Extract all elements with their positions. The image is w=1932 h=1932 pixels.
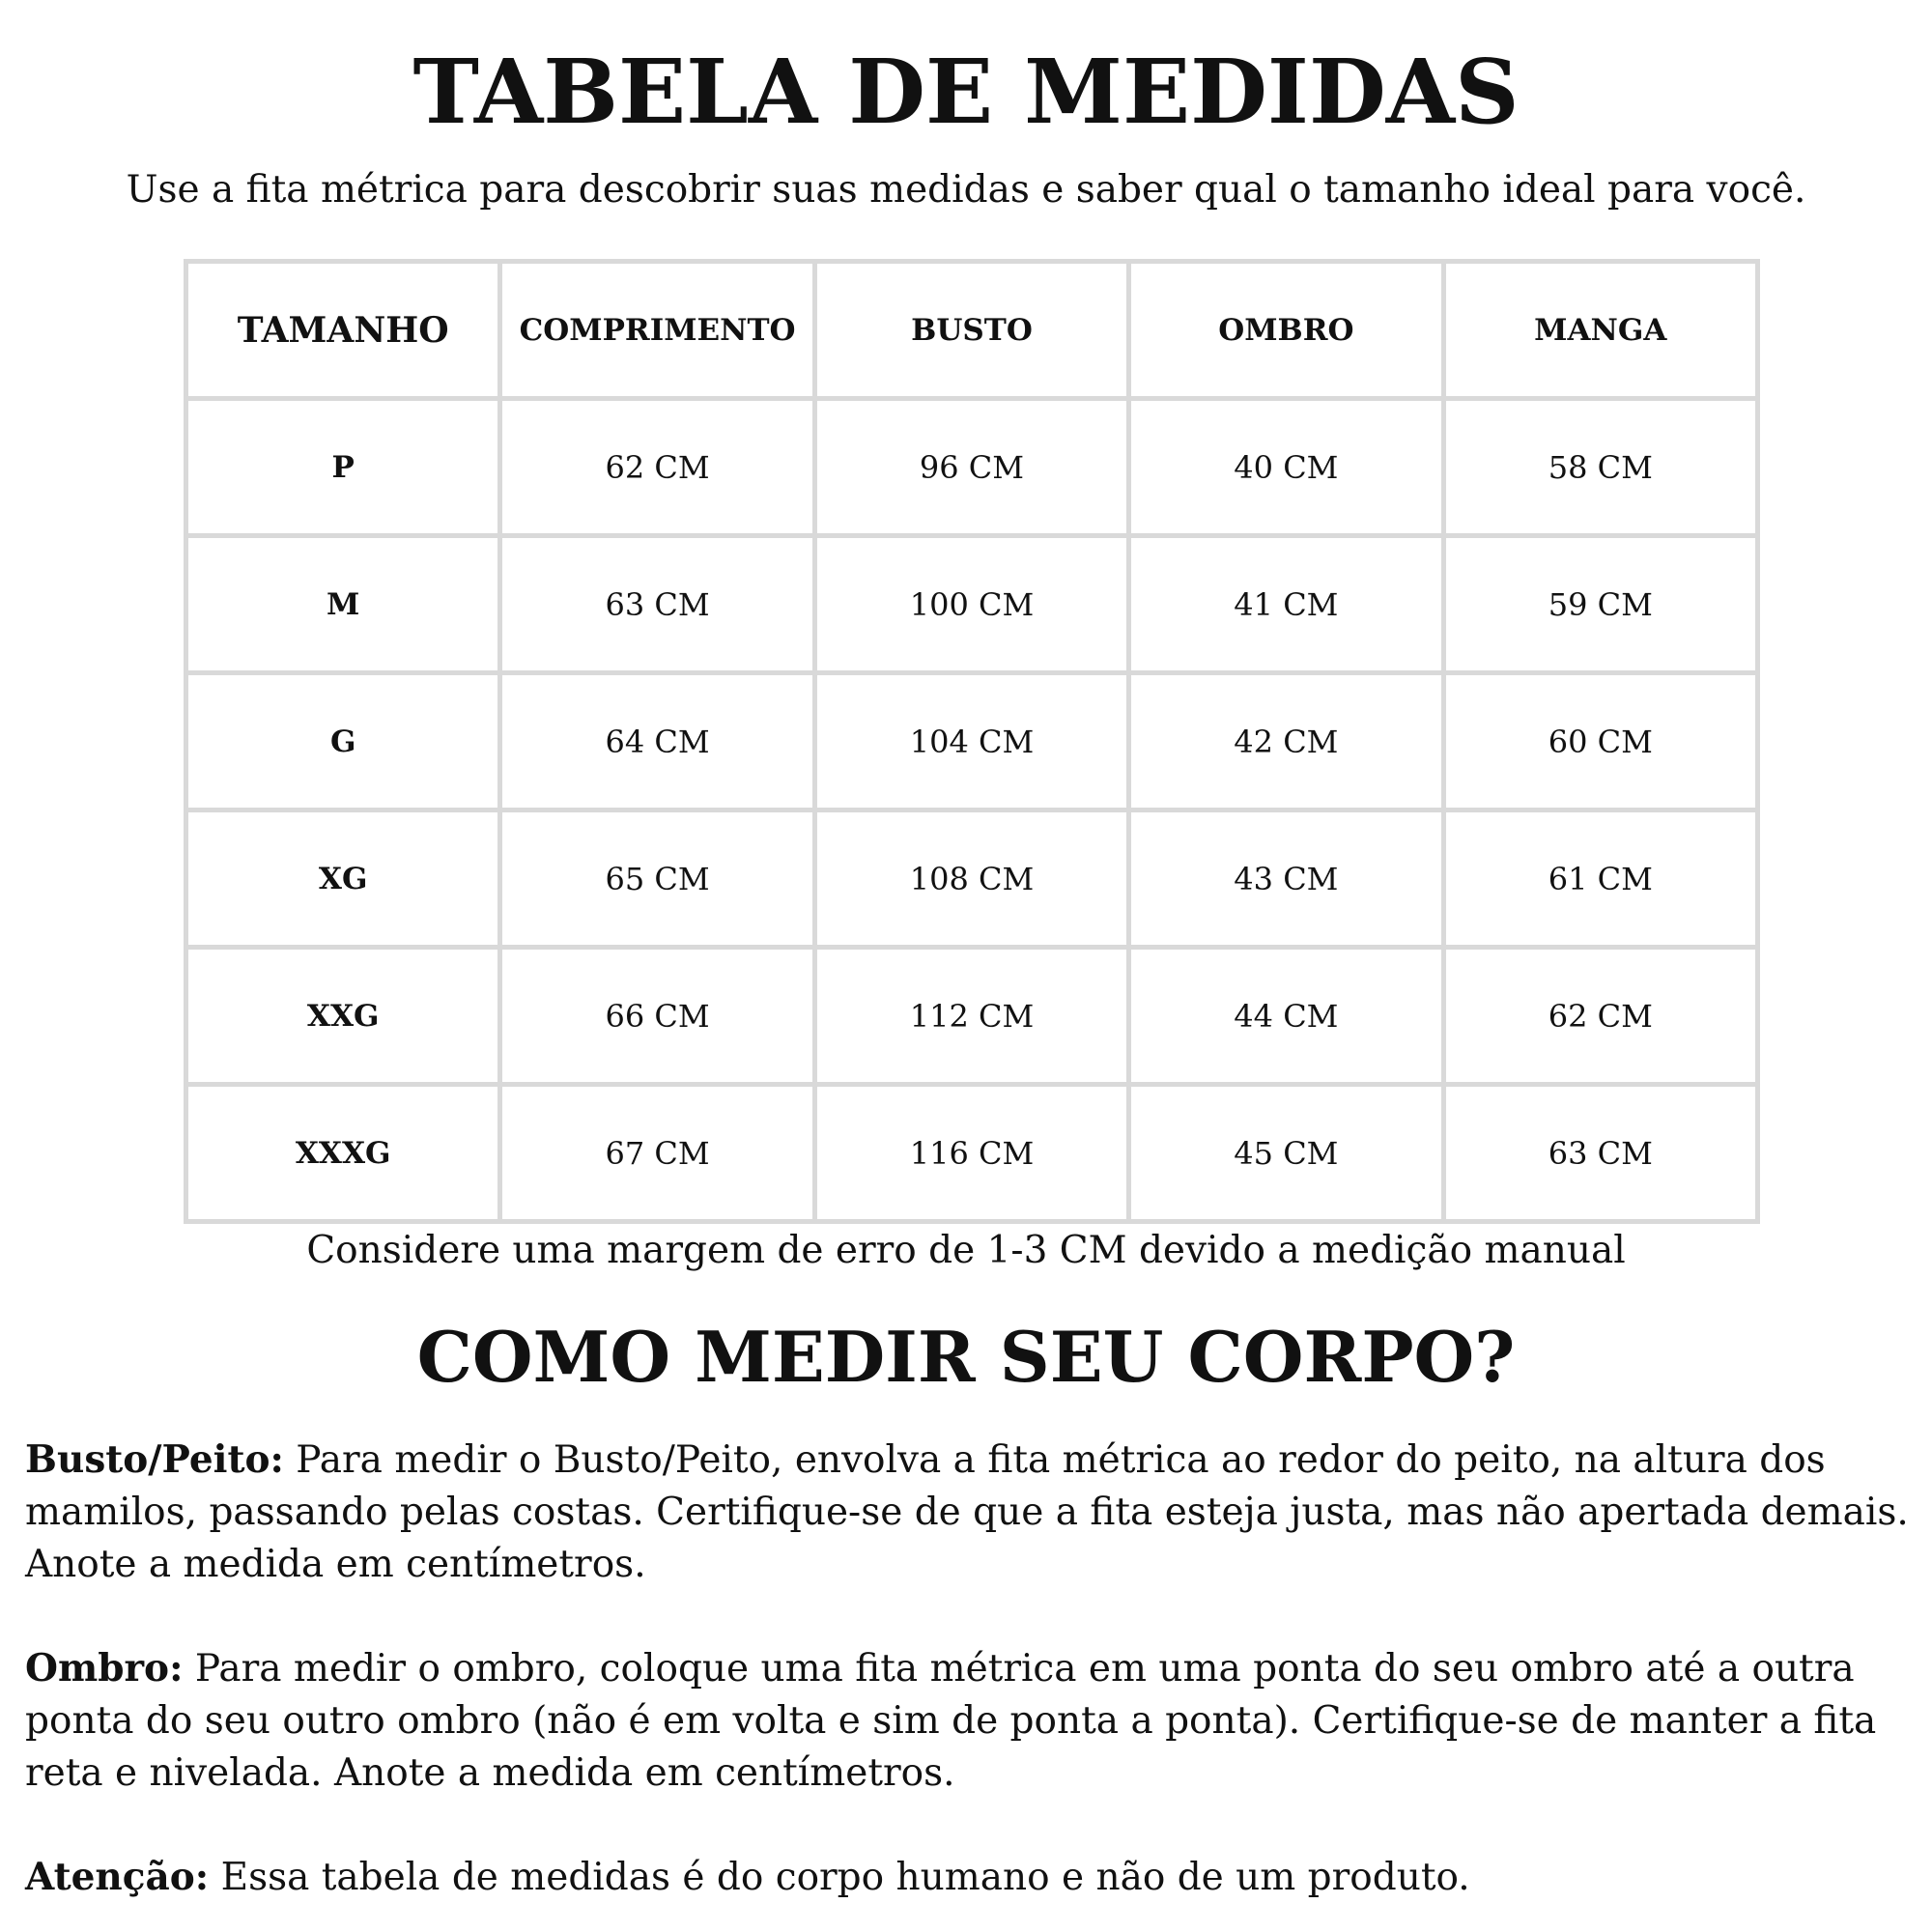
page-title: TABELA DE MEDIDAS: [412, 40, 1520, 144]
ombro-cell: 40 CM: [1129, 399, 1443, 536]
instruction-text: Para medir o ombro, coloque uma fita métrica em uma ponta do seu ombro até a outra ponta do seu outro ombro (não é em volta e sim de ponta a ponta). Certifique-se de manter a fita reta e nivelada. Anote a medida em centímetros.: [25, 1647, 1877, 1795]
column-header-busto: BUSTO: [814, 262, 1128, 399]
busto-cell: 116 CM: [814, 1085, 1128, 1222]
ombro-cell: 42 CM: [1129, 673, 1443, 810]
manga-cell: 61 CM: [1443, 810, 1757, 948]
instruction-label: Busto/Peito:: [25, 1437, 284, 1482]
busto-cell: 100 CM: [814, 536, 1128, 673]
comprimento-cell: 64 CM: [500, 673, 814, 810]
column-header-comprimento: COMPRIMENTO: [500, 262, 814, 399]
comprimento-cell: 65 CM: [500, 810, 814, 948]
size-cell: G: [186, 673, 500, 810]
comprimento-cell: 62 CM: [500, 399, 814, 536]
table-row: [186, 399, 1758, 536]
column-header-ombro: OMBRO: [1129, 262, 1443, 399]
busto-cell: 104 CM: [814, 673, 1128, 810]
size-cell: M: [186, 536, 500, 673]
size-cell: XXXG: [186, 1085, 500, 1222]
comprimento-cell: 67 CM: [500, 1085, 814, 1222]
size-cell: XG: [186, 810, 500, 948]
table-row: [186, 673, 1758, 810]
size-table: [184, 259, 1760, 1224]
manga-cell: 60 CM: [1443, 673, 1757, 810]
ombro-cell: 45 CM: [1129, 1085, 1443, 1222]
instruction-label: Atenção:: [25, 1855, 210, 1899]
busto-cell: 96 CM: [814, 399, 1128, 536]
table-row: [186, 810, 1758, 948]
busto-cell: 112 CM: [814, 948, 1128, 1085]
manga-cell: 58 CM: [1443, 399, 1757, 536]
section-title: COMO MEDIR SEU CORPO?: [416, 1316, 1516, 1398]
column-header-tamanho: TAMANHO: [186, 262, 500, 399]
instruction-text: Para medir o Busto/Peito, envolva a fita métrica ao redor do peito, na altura dos mamilos, passando pelas costas. Certifique-se de que a fita esteja justa, mas não apertada demais. Anote a medida em centímetros.: [25, 1438, 1909, 1586]
size-table-body: [186, 399, 1758, 1222]
instruction-text: Essa tabela de medidas é do corpo humano e não de um produto.: [220, 1856, 1470, 1899]
column-header-manga: MANGA: [1443, 262, 1757, 399]
table-row: [186, 536, 1758, 673]
table-row: [186, 1085, 1758, 1222]
ombro-cell: 43 CM: [1129, 810, 1443, 948]
instruction-ombro: [25, 1642, 1918, 1800]
size-cell: XXG: [186, 948, 500, 1085]
size-table-header: [186, 262, 1758, 399]
instruction-atencao: [25, 1851, 1918, 1904]
page-subtitle: Use a fita métrica para descobrir suas medidas e saber qual o tamanho ideal para você.: [126, 168, 1806, 212]
comprimento-cell: 66 CM: [500, 948, 814, 1085]
instruction-label: Ombro:: [25, 1646, 184, 1690]
busto-cell: 108 CM: [814, 810, 1128, 948]
ombro-cell: 41 CM: [1129, 536, 1443, 673]
table-row: [186, 948, 1758, 1085]
ombro-cell: 44 CM: [1129, 948, 1443, 1085]
manga-cell: 59 CM: [1443, 536, 1757, 673]
size-cell: P: [186, 399, 500, 536]
margin-of-error-note: Considere uma margem de erro de 1-3 CM devido a medição manual: [306, 1229, 1626, 1272]
manga-cell: 62 CM: [1443, 948, 1757, 1085]
comprimento-cell: 63 CM: [500, 536, 814, 673]
header-row: [186, 262, 1758, 399]
manga-cell: 63 CM: [1443, 1085, 1757, 1222]
instruction-busto: [25, 1434, 1918, 1591]
